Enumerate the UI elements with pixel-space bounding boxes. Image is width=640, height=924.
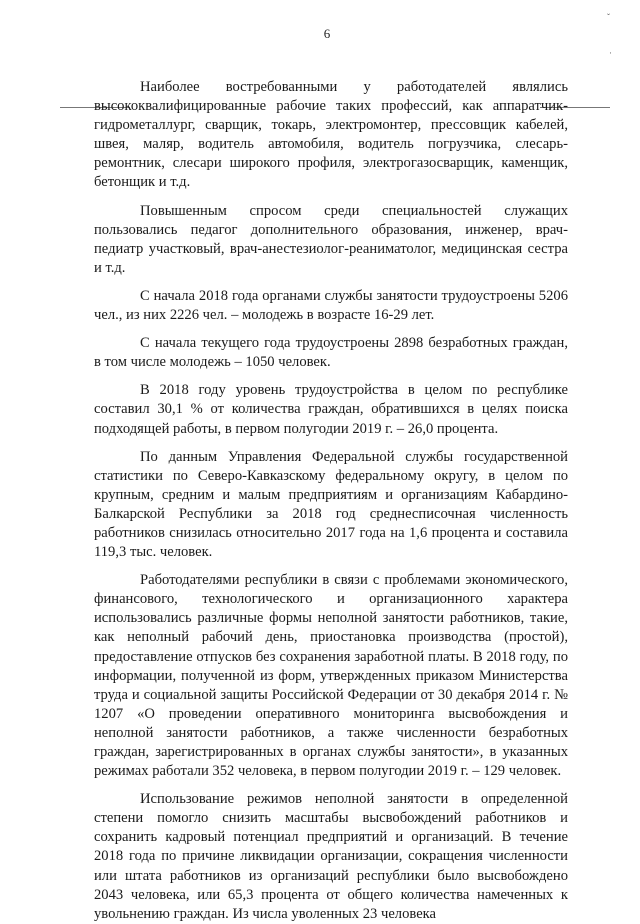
paragraph: Работодателями республики в связи с проблемами экономического, финансового, технологического и организационного характера использовались различные формы неполной занятости работников, такие, как неполный рабочий день, приостановка производства (простой), предоставление отпусков без сохранения заработной платы. В 2018 году, по информации, полученной из форм, утвержденных приказом Министерства труда и социальной защиты Российской Федерации от 30 декабря 2014 г. № 1207 «О проведении оперативного мониторинга высвобождения и неполной занятости работников, а также численности безработных граждан, зарегистрированных в органах службы занятости», в указанных режимах работали 352 человека, в первом полугодии 2019 г. – 129 человек.	[94, 572, 568, 780]
paragraph: По данным Управления Федеральной службы государственной статистики по Северо-Кавказскому федеральному округу, в целом по крупным, средним и малым предприятиям и организациям Кабардино-Балкарской Республики за 2018 год среднесписочная численность работников снизилась относительно 2017 года на 1,6 процента и составила 119,3 тыс. человек.	[94, 448, 568, 561]
scan-mark: ·	[609, 48, 612, 58]
paragraph: Использование режимов неполной занятости в определенной степени помогло снизить масштабы высвобождений работников и сохранить кадровый потенциал предприятий и организаций. В течение 2018 года по причине ликвидации организации, сокращения численности или штата работников из организаций республики было высвобождено 2043 человека, или 65,3 процента от общего количества намеченных к увольнению граждан. Из числа уволенных 23 человека	[94, 791, 568, 922]
scan-mark: ˇ	[607, 12, 610, 22]
paragraph: В 2018 году уровень трудоустройства в целом по республике составил 30,1 % от количества граждан, обратившихся в целях поиска подходящей работы, в первом полугодии 2019 г. – 26,0 процента.	[94, 382, 568, 437]
document-body	[94, 78, 568, 924]
paragraph: Повышенным спросом среди специальностей служащих пользовались педагог дополнительного образования, инженер, врач-педиатр участковый, врач-анестезиолог-реаниматолог, медицинская сестра и т.д.	[94, 202, 568, 276]
paragraph: С начала текущего года трудоустроены 2898 безработных граждан, в том числе молодежь – 1050 человек.	[94, 335, 568, 371]
paragraph: Наиболее востребованными у работодателей являлись высококвалифицированные рабочие таких профессий, как аппаратчик-гидрометаллург, сварщик, токарь, электромонтер, прессовщик кабелей, швея, маляр, водитель автомобиля, водитель погрузчика, слесарь-ремонтник, слесари широкого профиля, электрогазосварщик, каменщик, бетонщик и т.д.	[94, 79, 568, 191]
page-number: 6	[323, 26, 331, 41]
paragraph: С начала 2018 года органами службы занятости трудоустроены 5206 чел., из них 2226 чел. – молодежь в возрасте 16-29 лет.	[94, 287, 568, 324]
